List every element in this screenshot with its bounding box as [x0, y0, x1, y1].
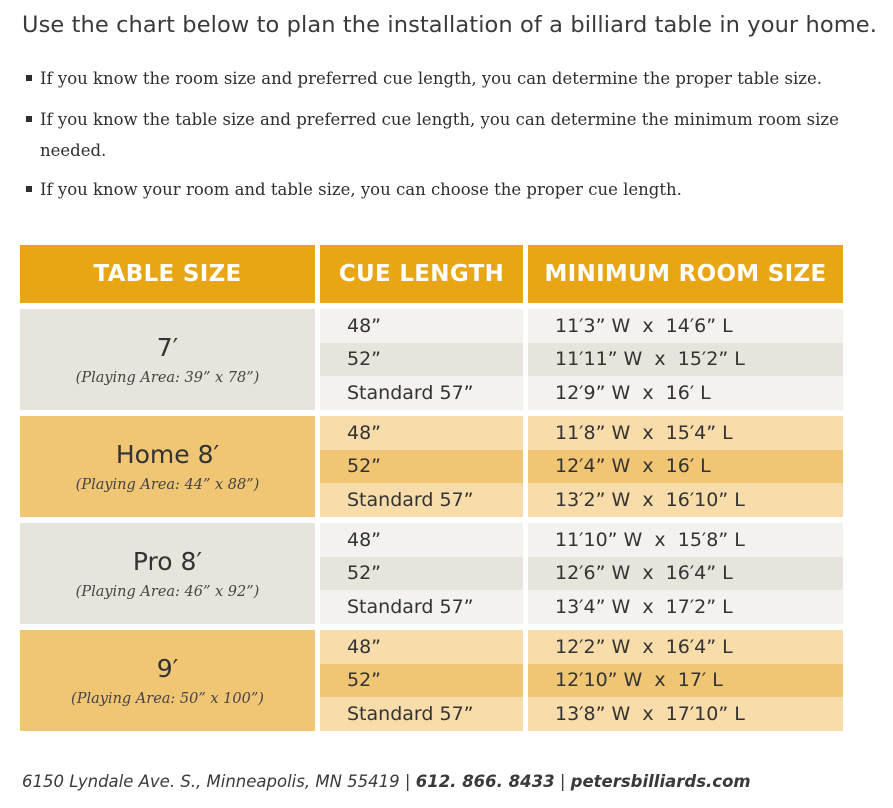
- table-row: [320, 416, 843, 450]
- table-group: [20, 416, 843, 517]
- bullet-item: [26, 174, 876, 205]
- room-size-cell: 12′6” W x 16′4” L: [528, 557, 843, 591]
- playing-area: (Playing Area: 39” x 78”): [75, 370, 260, 386]
- footer-phone: 612. 866. 8433: [415, 772, 555, 791]
- table-group: [20, 630, 843, 731]
- cue-length-cell: 52”: [320, 664, 523, 698]
- table-row: [320, 376, 843, 410]
- footer-address: 6150 Lyndale Ave. S., Minneapolis, MN 55419: [22, 772, 400, 791]
- table-row: [320, 630, 843, 664]
- table-row: [320, 697, 843, 731]
- table-size-name: Home 8′: [115, 440, 220, 469]
- cue-length-cell: Standard 57”: [320, 483, 523, 517]
- room-size-cell: 12′4” W x 16′ L: [528, 450, 843, 484]
- bullet-square-icon: [26, 116, 32, 122]
- table-size-name: 7′: [156, 333, 179, 362]
- table-row: [320, 590, 843, 624]
- footer-website[interactable]: petersbilliards.com: [570, 772, 751, 791]
- cue-length-cell: Standard 57”: [320, 376, 523, 410]
- bullet-item: [26, 63, 876, 94]
- header-minimum-room-size: MINIMUM ROOM SIZE: [528, 245, 843, 303]
- table-size-cell: [20, 523, 315, 624]
- table-row: [320, 523, 843, 557]
- room-size-cell: 13′2” W x 16′10” L: [528, 483, 843, 517]
- playing-area: (Playing Area: 50” x 100”): [71, 691, 264, 707]
- table-row: [320, 664, 843, 698]
- bullet-square-icon: [26, 75, 32, 81]
- header-table-size: TABLE SIZE: [20, 245, 315, 303]
- table-size-cell: [20, 416, 315, 517]
- table-row: [320, 450, 843, 484]
- cue-length-cell: 52”: [320, 557, 523, 591]
- footer-contact: [22, 772, 751, 791]
- room-size-cell: 11′3” W x 14′6” L: [528, 309, 843, 343]
- footer-separator: |: [404, 772, 411, 791]
- cue-length-cell: 52”: [320, 343, 523, 377]
- header-cue-length: CUE LENGTH: [320, 245, 523, 303]
- room-size-cell: 11′8” W x 15′4” L: [528, 416, 843, 450]
- cue-length-cell: 52”: [320, 450, 523, 484]
- playing-area: (Playing Area: 44” x 88”): [75, 477, 260, 493]
- table-group: [20, 523, 843, 624]
- cue-length-cell: Standard 57”: [320, 697, 523, 731]
- table-size-name: Pro 8′: [132, 547, 203, 576]
- table-size-cell: [20, 309, 315, 410]
- cue-length-cell: 48”: [320, 523, 523, 557]
- table-group: [20, 309, 843, 410]
- bullet-square-icon: [26, 186, 32, 192]
- table-row: [320, 309, 843, 343]
- bullet-text: If you know the room size and preferred cue length, you can determine the proper table size.: [40, 69, 822, 88]
- table-row: [320, 343, 843, 377]
- room-size-cell: 13′8” W x 17′10” L: [528, 697, 843, 731]
- room-size-cell: 13′4” W x 17′2” L: [528, 590, 843, 624]
- room-size-cell: 11′11” W x 15′2” L: [528, 343, 843, 377]
- room-size-cell: 12′9” W x 16′ L: [528, 376, 843, 410]
- table-size-name: 9′: [156, 654, 179, 683]
- table-row: [320, 483, 843, 517]
- bullet-text: If you know the table size and preferred cue length, you can determine the minimum room size needed.: [40, 110, 839, 160]
- bullet-item: [26, 104, 876, 166]
- table-size-cell: [20, 630, 315, 731]
- bullet-text: If you know your room and table size, you can choose the proper cue length.: [40, 180, 682, 199]
- room-size-cell: 12′10” W x 17′ L: [528, 664, 843, 698]
- room-size-cell: 12′2” W x 16′4” L: [528, 630, 843, 664]
- cue-length-cell: Standard 57”: [320, 590, 523, 624]
- cue-length-cell: 48”: [320, 630, 523, 664]
- table-row: [320, 557, 843, 591]
- cue-length-cell: 48”: [320, 309, 523, 343]
- room-size-cell: 11′10” W x 15′8” L: [528, 523, 843, 557]
- page-heading: Use the chart below to plan the installation of a billiard table in your home.: [22, 12, 877, 38]
- playing-area: (Playing Area: 46” x 92”): [75, 584, 260, 600]
- cue-length-cell: 48”: [320, 416, 523, 450]
- footer-separator: |: [559, 772, 566, 791]
